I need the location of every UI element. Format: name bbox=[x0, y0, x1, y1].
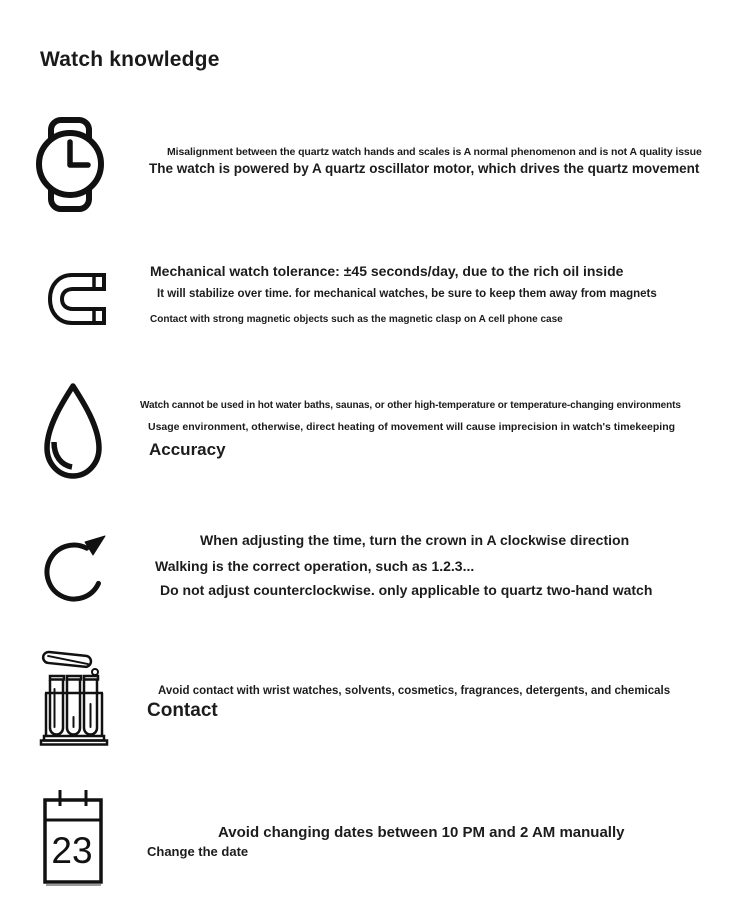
test-tubes-icon bbox=[38, 647, 110, 747]
page-title: Watch knowledge bbox=[40, 48, 220, 72]
clockwise-arrow-icon bbox=[42, 527, 108, 604]
note-line: Misalignment between the quartz watch hands and scales is A normal phenomenon and is not A quality issue bbox=[167, 146, 702, 158]
note-line: Avoid changing dates between 10 PM and 2 AM manually bbox=[218, 824, 625, 841]
note-line: Change the date bbox=[147, 844, 249, 859]
calendar-icon bbox=[42, 788, 104, 887]
accuracy-heading: Accuracy bbox=[149, 440, 226, 459]
note-line: Do not adjust counterclockwise. only applicable to quartz two-hand watch bbox=[160, 582, 653, 598]
note-line: The watch is powered by A quartz oscillator motor, which drives the quartz movement bbox=[149, 161, 700, 176]
note-line: It will stabilize over time. for mechanical watches, be sure to keep them away from magnets bbox=[157, 288, 657, 300]
magnet-icon bbox=[45, 270, 107, 328]
note-line: Watch cannot be used in hot water baths, saunas, or other high-temperature or temperature-changing environments bbox=[140, 400, 681, 411]
note-line: Avoid contact with wrist watches, solvents, cosmetics, fragrances, detergents, and chemicals bbox=[158, 685, 671, 697]
note-line: Contact with strong magnetic objects such as the magnetic clasp on A cell phone case bbox=[150, 314, 563, 325]
contact-heading: Contact bbox=[147, 700, 218, 721]
note-line: Usage environment, otherwise, direct heating of movement will cause imprecision in watch's timekeeping bbox=[148, 421, 676, 433]
note-line: Walking is the correct operation, such as 1.2.3... bbox=[155, 558, 475, 574]
note-line: When adjusting the time, turn the crown in A clockwise direction bbox=[200, 532, 630, 548]
wristwatch-icon bbox=[35, 116, 105, 213]
calendar-day-number: 23 bbox=[51, 830, 93, 871]
note-line: Mechanical watch tolerance: ±45 seconds/day, due to the rich oil inside bbox=[150, 263, 624, 279]
water-drop-icon bbox=[40, 382, 106, 481]
